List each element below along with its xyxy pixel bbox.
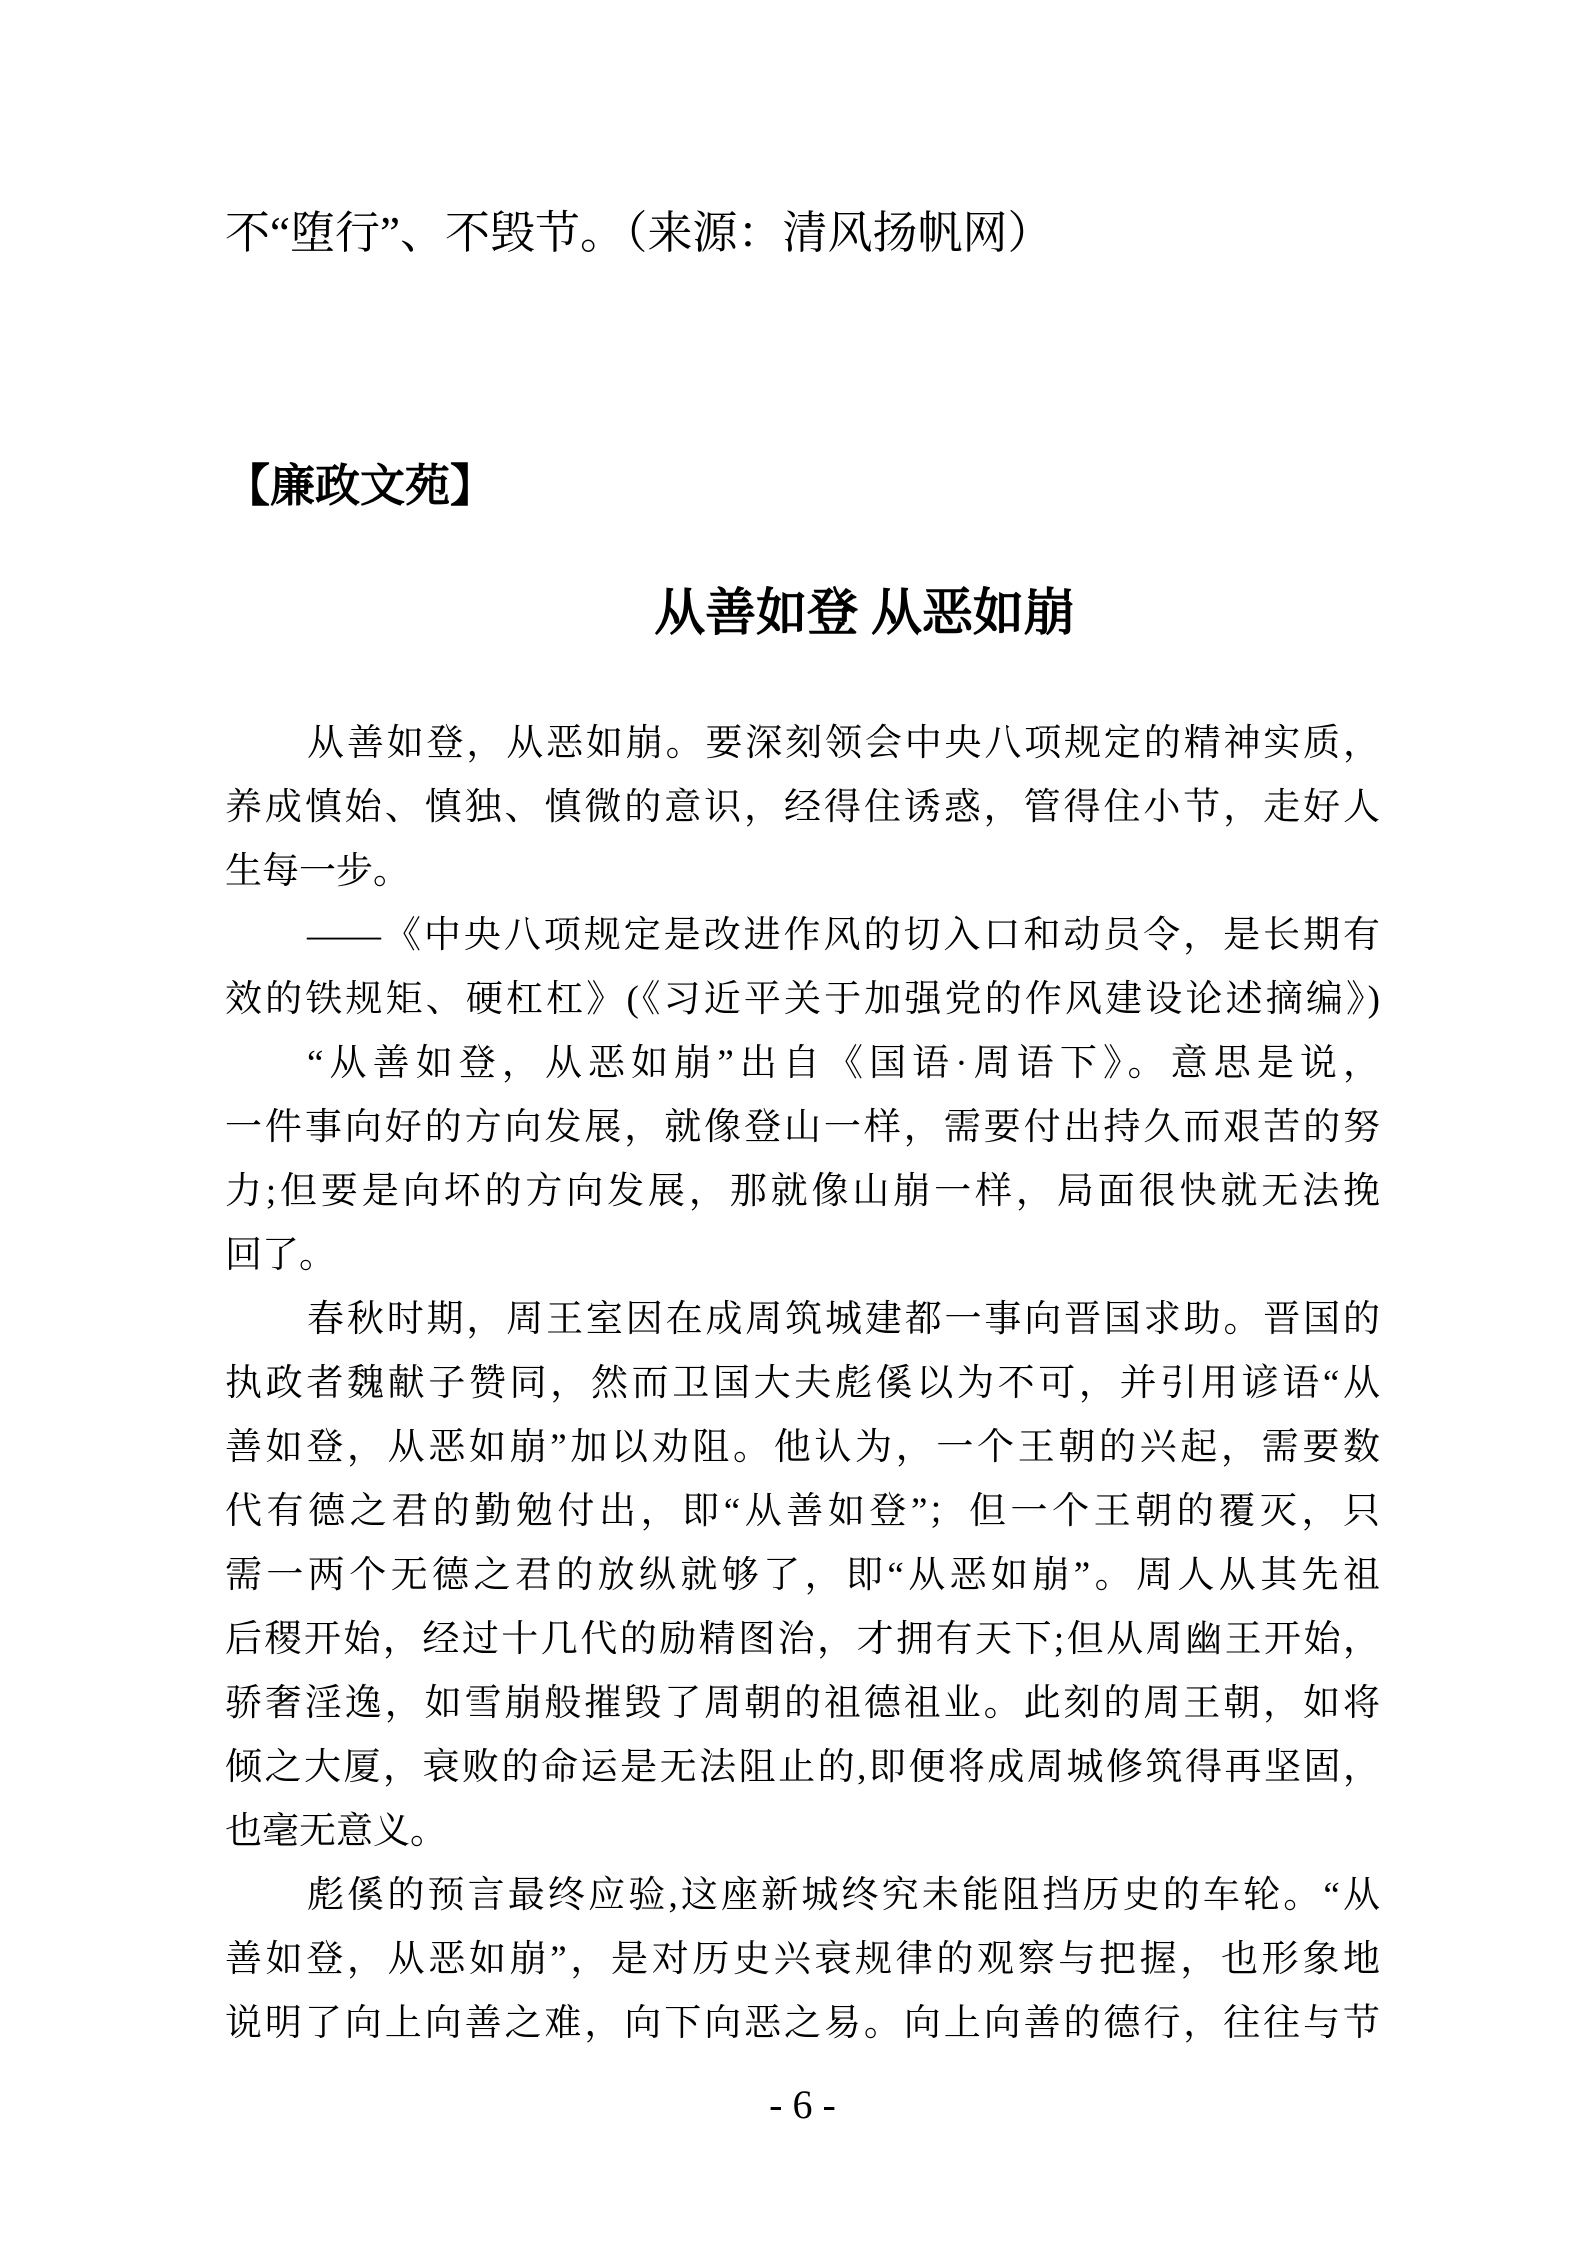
body-line: 生每一步。 (225, 851, 410, 892)
body-line: 执政者魏献子赞同，然而卫国大夫彪傒以为不可，并引用谚语“从 (225, 1363, 1380, 1404)
page-number: - 6 - (769, 2082, 836, 2127)
body-line: “从善如登，从恶如崩”出自《国语·周语下》。意思是说， (307, 1043, 1380, 1084)
body-line: 回了。 (225, 1235, 336, 1276)
body-line: ——《中央八项规定是改进作风的切入口和动员令，是长期有 (307, 915, 1380, 956)
body-line: 善如登，从恶如崩”，是对历史兴衰规律的观察与把握，也形象地 (225, 1939, 1380, 1980)
body-line: 养成慎始、慎独、慎微的意识，经得住诱惑，管得住小节，走好人 (225, 787, 1380, 828)
body-line: 春秋时期，周王室因在成周筑城建都一事向晋国求助。晋国的 (307, 1299, 1380, 1340)
section-header: 【廉政文苑】 (225, 461, 496, 511)
body-line: 彪傒的预言最终应验,这座新城终究未能阻挡历史的车轮。“从 (307, 1875, 1380, 1916)
body-line: 善如登，从恶如崩”加以劝阻。他认为，一个王朝的兴起，需要数 (225, 1427, 1380, 1468)
body-line: 一件事向好的方向发展，就像登山一样，需要付出持久而艰苦的努 (225, 1107, 1380, 1148)
body-line: 倾之大厦，衰败的命运是无法阻止的,即便将成周城修筑得再坚固， (225, 1747, 1380, 1788)
body-line: 从善如登，从恶如崩。要深刻领会中央八项规定的精神实质， (307, 723, 1380, 764)
body-line: 代有德之君的勤勉付出，即“从善如登”；但一个王朝的覆灭，只 (225, 1491, 1380, 1532)
body-line: 也毫无意义。 (225, 1811, 447, 1852)
body-line: 需一两个无德之君的放纵就够了，即“从恶如崩”。周人从其先祖 (225, 1555, 1380, 1596)
article-title: 从善如登 从恶如崩 (654, 586, 1075, 642)
body-line: 效的铁规矩、硬杠杠》(《习近平关于加强党的作风建设论述摘编》) (225, 979, 1380, 1020)
body-line: 骄奢淫逸，如雪崩般摧毁了周朝的祖德祖业。此刻的周王朝，如将 (225, 1683, 1380, 1724)
body-line: 后稷开始，经过十几代的励精图治，才拥有天下;但从周幽王开始， (225, 1619, 1380, 1660)
article-body (225, 712, 1380, 2056)
previous-article-closing-line: 不“堕行”、不毁节。（来源：清风扬帆网） (225, 208, 1053, 258)
body-line: 力;但要是向坏的方向发展，那就像山崩一样，局面很快就无法挽 (225, 1171, 1380, 1212)
body-line: 说明了向上向善之难，向下向恶之易。向上向善的德行，往往与节 (225, 2003, 1380, 2044)
